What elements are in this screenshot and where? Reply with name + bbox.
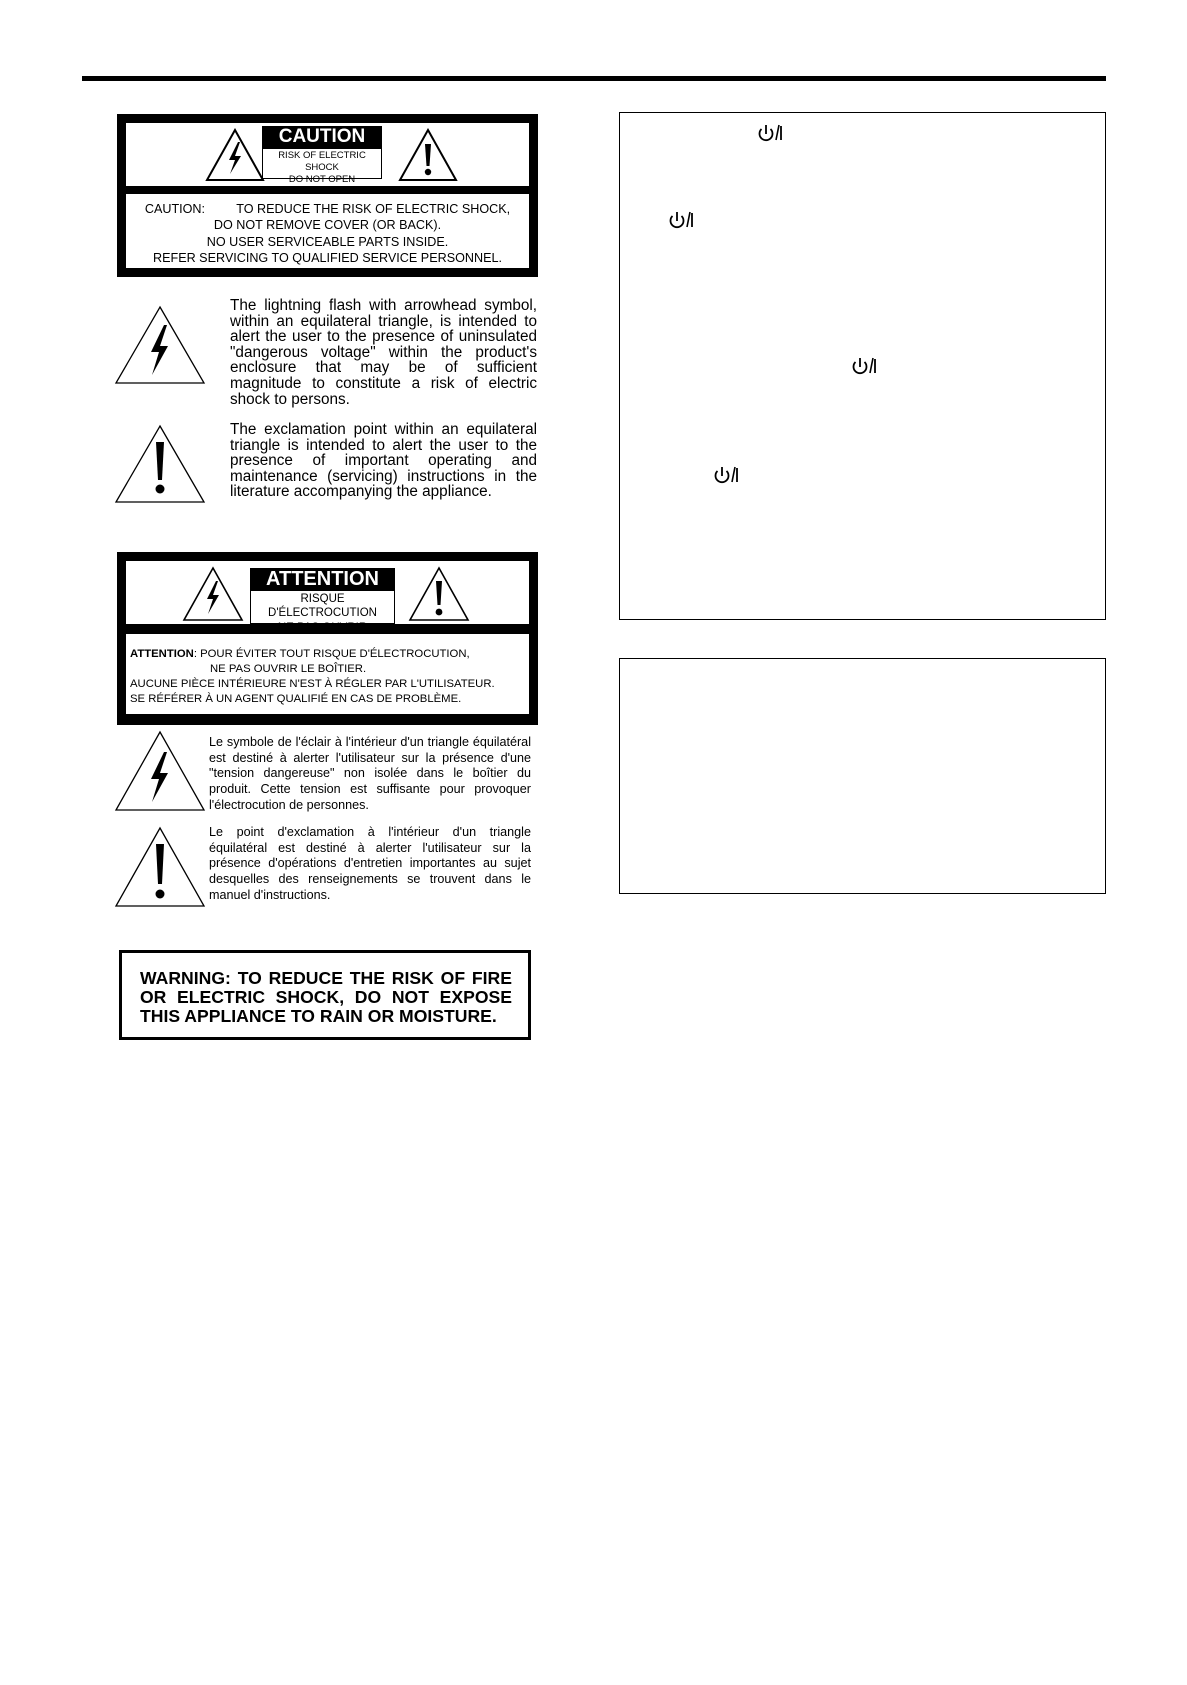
attention-text-line1 — [130, 647, 530, 662]
header-rule — [82, 76, 1106, 81]
power-notice-box — [619, 112, 1106, 620]
exclamation-triangle-icon — [114, 826, 206, 908]
caution-text-line1: CAUTION: TO REDUCE THE RISK OF ELECTRIC SHOCK, — [144, 202, 511, 216]
caution-title: CAUTION — [262, 126, 382, 148]
caution-subtitle-line2: DO NOT OPEN — [288, 173, 356, 185]
exclamation-triangle-icon — [114, 424, 206, 504]
exclamation-symbol-description-fr: Le point d'exclamation à l'intérieur d'un triangle équilatéral est destiné à alerter l'utilisateur sur la présence d'opérations d'entretien importantes au sujet desquelles des renseignements se trouvent dans le manuel d'instructions. — [209, 825, 531, 902]
warning-box — [119, 950, 531, 1040]
lightning-triangle-icon — [205, 128, 265, 182]
caution-text — [126, 201, 529, 266]
caution-label — [117, 114, 538, 277]
lightning-triangle-icon — [114, 730, 206, 812]
standby-power-icon — [713, 465, 739, 485]
standby-power-icon — [757, 123, 783, 143]
attention-subtitle-line1: RISQUE D'ÉLECTROCUTION — [268, 593, 377, 620]
attention-text — [130, 647, 530, 707]
attention-label — [117, 552, 538, 725]
lightning-triangle-icon — [114, 305, 206, 385]
lightning-symbol-description: The lightning flash with arrowhead symbol, within an equilateral triangle, is intended to alert the user to the presence of uninsulated "dangerous voltage" within the product's enclosure that may be of sufficient magnitude to constitute a risk of electric shock to persons. — [230, 297, 537, 408]
caution-subtitle-line1: RISK OF ELECTRIC SHOCK — [278, 150, 366, 173]
caution-subtitle — [262, 148, 382, 185]
attention-subtitle — [250, 590, 395, 634]
standby-power-icon — [851, 356, 877, 376]
caution-label-bottom — [126, 194, 529, 268]
caution-text-line3: NO USER SERVICEABLE PARTS INSIDE. — [206, 234, 449, 249]
lightning-symbol-description-fr: Le symbole de l'éclair à l'intérieur d'un triangle équilatéral est destiné à alerter l'utilisateur sur la présence d'une "tension dangereuse" non isolée dans le boîtier du produit. Cette tension est suffisante pour provoquer l'électrocution de personnes. — [209, 735, 531, 812]
attention-label-top — [126, 561, 529, 634]
attention-text-line3: AUCUNE PIÈCE INTÉRIEURE N'EST À RÉGLER PAR L'UTILISATEUR. — [130, 678, 495, 690]
attention-text-line4: SE RÉFÉRER À UN AGENT QUALIFIÉ EN CAS DE PROBLÈME. — [130, 693, 462, 705]
standby-power-icon — [668, 210, 694, 230]
exclamation-triangle-icon — [398, 128, 458, 182]
attention-bold-prefix: ATTENTION — [130, 648, 194, 660]
attention-title: ATTENTION — [250, 568, 395, 590]
attention-label-bottom — [126, 634, 529, 714]
warning-text: WARNING: TO REDUCE THE RISK OF FIRE OR ELECTRIC SHOCK, DO NOT EXPOSE THIS APPLIANCE TO RAIN OR MOISTURE. — [140, 968, 512, 1026]
caution-label-top — [126, 123, 529, 186]
exclamation-symbol-description: The exclamation point within an equilateral triangle is intended to alert the user to the presence of important operating and maintenance (servicing) instructions in the literature accompanying the appliance. — [230, 421, 537, 501]
attention-line1-rest: : POUR ÉVITER TOUT RISQUE D'ÉLECTROCUTION, — [193, 648, 470, 660]
attention-subtitle-line2: NE PAS OUVRIR — [277, 621, 368, 634]
notice-box — [619, 658, 1106, 894]
lightning-triangle-icon — [182, 566, 244, 622]
caution-text-line4: REFER SERVICING TO QUALIFIED SERVICE PERSONNEL. — [153, 251, 502, 266]
exclamation-triangle-icon — [408, 566, 470, 622]
attention-text-line2: NE PAS OUVRIR LE BOÎTIER. — [210, 663, 367, 675]
caution-text-line2: DO NOT REMOVE COVER (OR BACK). — [213, 218, 442, 233]
